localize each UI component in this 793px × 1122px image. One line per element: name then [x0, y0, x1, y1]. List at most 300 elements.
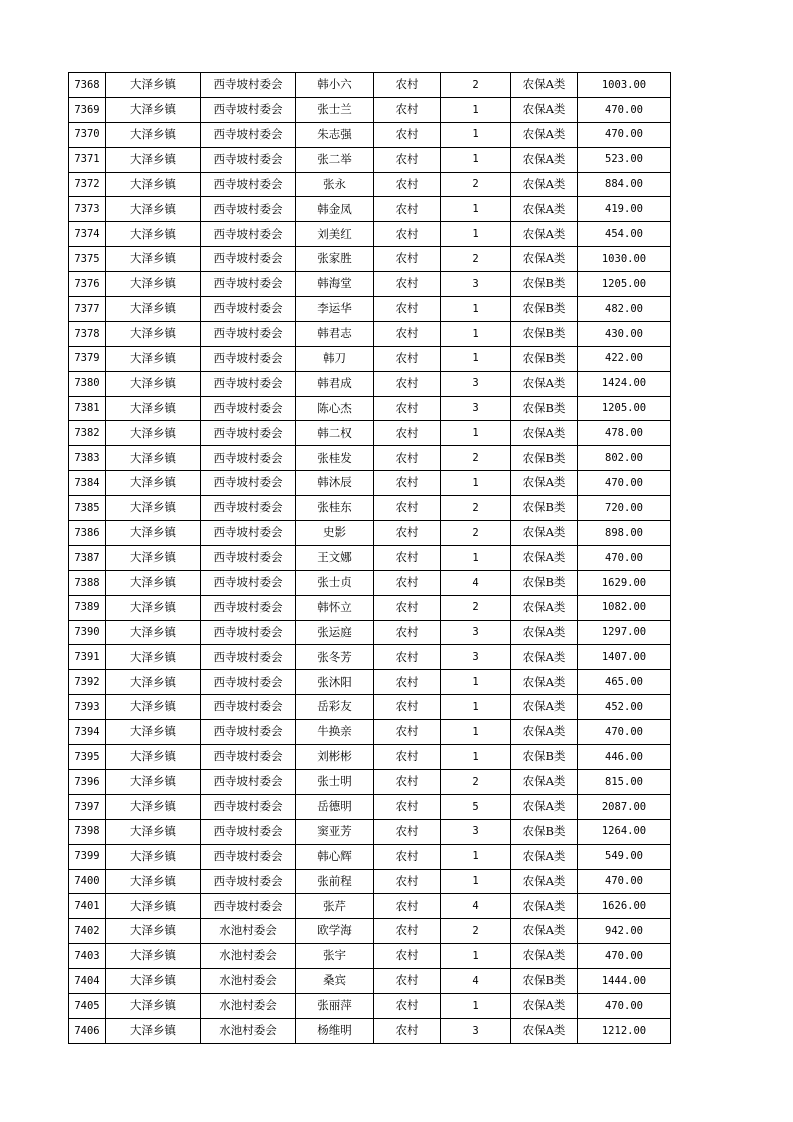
amount-cell: 802.00 — [578, 446, 671, 471]
household-type-cell: 农村 — [374, 496, 441, 521]
person-name-cell: 岳德明 — [296, 794, 374, 819]
household-type-cell: 农村 — [374, 869, 441, 894]
township-cell: 大泽乡镇 — [106, 247, 201, 272]
village-committee-cell: 水池村委会 — [201, 993, 296, 1018]
village-committee-cell: 水池村委会 — [201, 944, 296, 969]
insurance-category-cell: 农保A类 — [511, 545, 578, 570]
serial-number-cell: 7372 — [69, 172, 106, 197]
village-committee-cell: 西寺坡村委会 — [201, 147, 296, 172]
insurance-category-cell: 农保A类 — [511, 769, 578, 794]
person-name-cell: 张桂发 — [296, 446, 374, 471]
village-committee-cell: 西寺坡村委会 — [201, 545, 296, 570]
person-name-cell: 张家胜 — [296, 247, 374, 272]
table-row — [69, 695, 671, 720]
person-name-cell: 王文娜 — [296, 545, 374, 570]
table-row — [69, 794, 671, 819]
township-cell: 大泽乡镇 — [106, 695, 201, 720]
serial-number-cell: 7405 — [69, 993, 106, 1018]
township-cell: 大泽乡镇 — [106, 869, 201, 894]
serial-number-cell: 7388 — [69, 570, 106, 595]
household-type-cell: 农村 — [374, 172, 441, 197]
person-name-cell: 史影 — [296, 521, 374, 546]
person-name-cell: 张冬芳 — [296, 645, 374, 670]
insurance-category-cell: 农保A类 — [511, 421, 578, 446]
insurance-category-cell: 农保A类 — [511, 97, 578, 122]
amount-cell: 549.00 — [578, 844, 671, 869]
serial-number-cell: 7396 — [69, 769, 106, 794]
amount-cell: 430.00 — [578, 321, 671, 346]
person-name-cell: 张永 — [296, 172, 374, 197]
township-cell: 大泽乡镇 — [106, 371, 201, 396]
table-row — [69, 521, 671, 546]
amount-cell: 1424.00 — [578, 371, 671, 396]
insurance-category-cell: 农保B类 — [511, 570, 578, 595]
family-size-cell: 1 — [441, 695, 511, 720]
table-row — [69, 321, 671, 346]
person-name-cell: 刘美红 — [296, 222, 374, 247]
insurance-category-cell: 农保A类 — [511, 869, 578, 894]
serial-number-cell: 7368 — [69, 73, 106, 98]
village-committee-cell: 西寺坡村委会 — [201, 620, 296, 645]
family-size-cell: 2 — [441, 521, 511, 546]
serial-number-cell: 7402 — [69, 919, 106, 944]
village-committee-cell: 水池村委会 — [201, 919, 296, 944]
household-type-cell: 农村 — [374, 321, 441, 346]
township-cell: 大泽乡镇 — [106, 769, 201, 794]
village-committee-cell: 西寺坡村委会 — [201, 297, 296, 322]
household-type-cell: 农村 — [374, 272, 441, 297]
amount-cell: 1297.00 — [578, 620, 671, 645]
township-cell: 大泽乡镇 — [106, 993, 201, 1018]
insurance-category-cell: 农保A类 — [511, 620, 578, 645]
township-cell: 大泽乡镇 — [106, 446, 201, 471]
serial-number-cell: 7371 — [69, 147, 106, 172]
person-name-cell: 韩海堂 — [296, 272, 374, 297]
serial-number-cell: 7389 — [69, 595, 106, 620]
insurance-category-cell: 农保A类 — [511, 993, 578, 1018]
amount-cell: 465.00 — [578, 670, 671, 695]
serial-number-cell: 7386 — [69, 521, 106, 546]
village-committee-cell: 西寺坡村委会 — [201, 769, 296, 794]
person-name-cell: 窦亚芳 — [296, 819, 374, 844]
table-row — [69, 894, 671, 919]
township-cell: 大泽乡镇 — [106, 844, 201, 869]
household-type-cell: 农村 — [374, 645, 441, 670]
township-cell: 大泽乡镇 — [106, 645, 201, 670]
table-row — [69, 346, 671, 371]
household-type-cell: 农村 — [374, 247, 441, 272]
township-cell: 大泽乡镇 — [106, 222, 201, 247]
insurance-category-cell: 农保A类 — [511, 147, 578, 172]
village-committee-cell: 西寺坡村委会 — [201, 819, 296, 844]
township-cell: 大泽乡镇 — [106, 969, 201, 994]
table-row — [69, 869, 671, 894]
amount-cell: 470.00 — [578, 720, 671, 745]
household-type-cell: 农村 — [374, 122, 441, 147]
amount-cell: 884.00 — [578, 172, 671, 197]
table-row — [69, 819, 671, 844]
person-name-cell: 牛换亲 — [296, 720, 374, 745]
village-committee-cell: 西寺坡村委会 — [201, 197, 296, 222]
amount-cell: 1082.00 — [578, 595, 671, 620]
family-size-cell: 1 — [441, 745, 511, 770]
amount-cell: 419.00 — [578, 197, 671, 222]
household-type-cell: 农村 — [374, 894, 441, 919]
insurance-category-cell: 农保A类 — [511, 73, 578, 98]
person-name-cell: 张运庭 — [296, 620, 374, 645]
amount-cell: 1030.00 — [578, 247, 671, 272]
village-committee-cell: 西寺坡村委会 — [201, 222, 296, 247]
person-name-cell: 张士贞 — [296, 570, 374, 595]
person-name-cell: 韩二权 — [296, 421, 374, 446]
serial-number-cell: 7383 — [69, 446, 106, 471]
village-committee-cell: 西寺坡村委会 — [201, 844, 296, 869]
family-size-cell: 3 — [441, 620, 511, 645]
village-committee-cell: 西寺坡村委会 — [201, 570, 296, 595]
village-committee-cell: 西寺坡村委会 — [201, 172, 296, 197]
insurance-category-cell: 农保B类 — [511, 969, 578, 994]
serial-number-cell: 7369 — [69, 97, 106, 122]
household-type-cell: 农村 — [374, 521, 441, 546]
person-name-cell: 韩怀立 — [296, 595, 374, 620]
amount-cell: 1444.00 — [578, 969, 671, 994]
family-size-cell: 2 — [441, 446, 511, 471]
serial-number-cell: 7375 — [69, 247, 106, 272]
household-type-cell: 农村 — [374, 695, 441, 720]
insurance-category-cell: 农保A类 — [511, 471, 578, 496]
household-type-cell: 农村 — [374, 73, 441, 98]
village-committee-cell: 水池村委会 — [201, 969, 296, 994]
township-cell: 大泽乡镇 — [106, 720, 201, 745]
serial-number-cell: 7373 — [69, 197, 106, 222]
family-size-cell: 3 — [441, 819, 511, 844]
serial-number-cell: 7403 — [69, 944, 106, 969]
person-name-cell: 杨维明 — [296, 1018, 374, 1043]
table-row — [69, 993, 671, 1018]
serial-number-cell: 7370 — [69, 122, 106, 147]
serial-number-cell: 7399 — [69, 844, 106, 869]
insurance-category-cell: 农保A类 — [511, 794, 578, 819]
table-row — [69, 670, 671, 695]
household-type-cell: 农村 — [374, 993, 441, 1018]
household-type-cell: 农村 — [374, 197, 441, 222]
township-cell: 大泽乡镇 — [106, 297, 201, 322]
amount-cell: 470.00 — [578, 471, 671, 496]
amount-cell: 470.00 — [578, 122, 671, 147]
household-type-cell: 农村 — [374, 471, 441, 496]
insurance-category-cell: 农保A类 — [511, 197, 578, 222]
township-cell: 大泽乡镇 — [106, 122, 201, 147]
family-size-cell: 4 — [441, 570, 511, 595]
insurance-category-cell: 农保A类 — [511, 844, 578, 869]
family-size-cell: 3 — [441, 645, 511, 670]
family-size-cell: 2 — [441, 172, 511, 197]
insurance-category-cell: 农保A类 — [511, 670, 578, 695]
table-row — [69, 745, 671, 770]
table-row — [69, 247, 671, 272]
serial-number-cell: 7382 — [69, 421, 106, 446]
amount-cell: 1003.00 — [578, 73, 671, 98]
table-row — [69, 371, 671, 396]
family-size-cell: 4 — [441, 894, 511, 919]
family-size-cell: 1 — [441, 720, 511, 745]
table-row — [69, 197, 671, 222]
serial-number-cell: 7395 — [69, 745, 106, 770]
family-size-cell: 1 — [441, 471, 511, 496]
amount-cell: 446.00 — [578, 745, 671, 770]
serial-number-cell: 7398 — [69, 819, 106, 844]
village-committee-cell: 西寺坡村委会 — [201, 645, 296, 670]
household-type-cell: 农村 — [374, 371, 441, 396]
household-type-cell: 农村 — [374, 745, 441, 770]
roster-table — [68, 72, 671, 1044]
township-cell: 大泽乡镇 — [106, 570, 201, 595]
family-size-cell: 1 — [441, 545, 511, 570]
table-row — [69, 97, 671, 122]
amount-cell: 470.00 — [578, 97, 671, 122]
family-size-cell: 1 — [441, 197, 511, 222]
family-size-cell: 4 — [441, 969, 511, 994]
township-cell: 大泽乡镇 — [106, 73, 201, 98]
township-cell: 大泽乡镇 — [106, 346, 201, 371]
serial-number-cell: 7400 — [69, 869, 106, 894]
township-cell: 大泽乡镇 — [106, 197, 201, 222]
township-cell: 大泽乡镇 — [106, 1018, 201, 1043]
serial-number-cell: 7393 — [69, 695, 106, 720]
insurance-category-cell: 农保A类 — [511, 222, 578, 247]
serial-number-cell: 7391 — [69, 645, 106, 670]
family-size-cell: 1 — [441, 993, 511, 1018]
insurance-category-cell: 农保A类 — [511, 645, 578, 670]
family-size-cell: 3 — [441, 396, 511, 421]
table-row — [69, 944, 671, 969]
township-cell: 大泽乡镇 — [106, 545, 201, 570]
table-row — [69, 969, 671, 994]
serial-number-cell: 7406 — [69, 1018, 106, 1043]
village-committee-cell: 西寺坡村委会 — [201, 421, 296, 446]
person-name-cell: 张士明 — [296, 769, 374, 794]
household-type-cell: 农村 — [374, 794, 441, 819]
amount-cell: 470.00 — [578, 869, 671, 894]
insurance-category-cell: 农保B类 — [511, 745, 578, 770]
amount-cell: 470.00 — [578, 993, 671, 1018]
family-size-cell: 2 — [441, 769, 511, 794]
village-committee-cell: 西寺坡村委会 — [201, 794, 296, 819]
household-type-cell: 农村 — [374, 346, 441, 371]
table-row — [69, 471, 671, 496]
amount-cell: 1205.00 — [578, 396, 671, 421]
table-row — [69, 595, 671, 620]
family-size-cell: 1 — [441, 297, 511, 322]
household-type-cell: 农村 — [374, 222, 441, 247]
amount-cell: 470.00 — [578, 944, 671, 969]
family-size-cell: 3 — [441, 272, 511, 297]
township-cell: 大泽乡镇 — [106, 670, 201, 695]
table-row — [69, 73, 671, 98]
township-cell: 大泽乡镇 — [106, 396, 201, 421]
family-size-cell: 3 — [441, 1018, 511, 1043]
person-name-cell: 欧学海 — [296, 919, 374, 944]
table-row — [69, 122, 671, 147]
insurance-category-cell: 农保A类 — [511, 944, 578, 969]
table-row — [69, 919, 671, 944]
table-row — [69, 272, 671, 297]
table-row — [69, 545, 671, 570]
village-committee-cell: 西寺坡村委会 — [201, 97, 296, 122]
person-name-cell: 张沐阳 — [296, 670, 374, 695]
table-row — [69, 396, 671, 421]
person-name-cell: 张二举 — [296, 147, 374, 172]
amount-cell: 478.00 — [578, 421, 671, 446]
household-type-cell: 农村 — [374, 446, 441, 471]
township-cell: 大泽乡镇 — [106, 172, 201, 197]
village-committee-cell: 西寺坡村委会 — [201, 869, 296, 894]
family-size-cell: 1 — [441, 222, 511, 247]
township-cell: 大泽乡镇 — [106, 595, 201, 620]
person-name-cell: 张士兰 — [296, 97, 374, 122]
table-row — [69, 570, 671, 595]
serial-number-cell: 7379 — [69, 346, 106, 371]
person-name-cell: 李运华 — [296, 297, 374, 322]
family-size-cell: 1 — [441, 421, 511, 446]
family-size-cell: 1 — [441, 97, 511, 122]
amount-cell: 1629.00 — [578, 570, 671, 595]
village-committee-cell: 西寺坡村委会 — [201, 272, 296, 297]
table-row — [69, 1018, 671, 1043]
person-name-cell: 张芹 — [296, 894, 374, 919]
family-size-cell: 1 — [441, 122, 511, 147]
person-name-cell: 陈心杰 — [296, 396, 374, 421]
village-committee-cell: 西寺坡村委会 — [201, 371, 296, 396]
insurance-category-cell: 农保A类 — [511, 595, 578, 620]
insurance-category-cell: 农保A类 — [511, 894, 578, 919]
person-name-cell: 刘彬彬 — [296, 745, 374, 770]
amount-cell: 1264.00 — [578, 819, 671, 844]
family-size-cell: 1 — [441, 869, 511, 894]
insurance-category-cell: 农保B类 — [511, 496, 578, 521]
family-size-cell: 2 — [441, 595, 511, 620]
township-cell: 大泽乡镇 — [106, 471, 201, 496]
township-cell: 大泽乡镇 — [106, 97, 201, 122]
insurance-category-cell: 农保B类 — [511, 272, 578, 297]
table-row — [69, 844, 671, 869]
serial-number-cell: 7374 — [69, 222, 106, 247]
township-cell: 大泽乡镇 — [106, 272, 201, 297]
village-committee-cell: 西寺坡村委会 — [201, 595, 296, 620]
table-row — [69, 297, 671, 322]
serial-number-cell: 7384 — [69, 471, 106, 496]
serial-number-cell: 7387 — [69, 545, 106, 570]
household-type-cell: 农村 — [374, 570, 441, 595]
household-type-cell: 农村 — [374, 545, 441, 570]
serial-number-cell: 7385 — [69, 496, 106, 521]
insurance-category-cell: 农保B类 — [511, 446, 578, 471]
serial-number-cell: 7394 — [69, 720, 106, 745]
table-row — [69, 496, 671, 521]
township-cell: 大泽乡镇 — [106, 894, 201, 919]
household-type-cell: 农村 — [374, 919, 441, 944]
township-cell: 大泽乡镇 — [106, 620, 201, 645]
serial-number-cell: 7397 — [69, 794, 106, 819]
township-cell: 大泽乡镇 — [106, 321, 201, 346]
township-cell: 大泽乡镇 — [106, 147, 201, 172]
household-type-cell: 农村 — [374, 670, 441, 695]
household-type-cell: 农村 — [374, 819, 441, 844]
household-type-cell: 农村 — [374, 595, 441, 620]
insurance-category-cell: 农保B类 — [511, 297, 578, 322]
township-cell: 大泽乡镇 — [106, 794, 201, 819]
amount-cell: 2087.00 — [578, 794, 671, 819]
household-type-cell: 农村 — [374, 844, 441, 869]
village-committee-cell: 西寺坡村委会 — [201, 346, 296, 371]
insurance-category-cell: 农保A类 — [511, 1018, 578, 1043]
table-row — [69, 147, 671, 172]
village-committee-cell: 西寺坡村委会 — [201, 720, 296, 745]
person-name-cell: 韩金凤 — [296, 197, 374, 222]
amount-cell: 815.00 — [578, 769, 671, 794]
village-committee-cell: 西寺坡村委会 — [201, 471, 296, 496]
table-row — [69, 720, 671, 745]
serial-number-cell: 7377 — [69, 297, 106, 322]
village-committee-cell: 西寺坡村委会 — [201, 446, 296, 471]
insurance-category-cell: 农保A类 — [511, 122, 578, 147]
family-size-cell: 2 — [441, 247, 511, 272]
table-row — [69, 172, 671, 197]
family-size-cell: 1 — [441, 944, 511, 969]
person-name-cell: 朱志强 — [296, 122, 374, 147]
amount-cell: 720.00 — [578, 496, 671, 521]
family-size-cell: 3 — [441, 371, 511, 396]
household-type-cell: 农村 — [374, 421, 441, 446]
household-type-cell: 农村 — [374, 297, 441, 322]
insurance-category-cell: 农保A类 — [511, 919, 578, 944]
village-committee-cell: 西寺坡村委会 — [201, 496, 296, 521]
township-cell: 大泽乡镇 — [106, 521, 201, 546]
village-committee-cell: 西寺坡村委会 — [201, 670, 296, 695]
person-name-cell: 韩沐辰 — [296, 471, 374, 496]
person-name-cell: 韩小六 — [296, 73, 374, 98]
serial-number-cell: 7404 — [69, 969, 106, 994]
person-name-cell: 韩君成 — [296, 371, 374, 396]
person-name-cell: 张前程 — [296, 869, 374, 894]
table-row — [69, 769, 671, 794]
table-row — [69, 620, 671, 645]
table-row — [69, 645, 671, 670]
insurance-category-cell: 农保B类 — [511, 819, 578, 844]
insurance-category-cell: 农保B类 — [511, 321, 578, 346]
insurance-category-cell: 农保B类 — [511, 396, 578, 421]
household-type-cell: 农村 — [374, 969, 441, 994]
household-type-cell: 农村 — [374, 769, 441, 794]
household-type-cell: 农村 — [374, 1018, 441, 1043]
serial-number-cell: 7380 — [69, 371, 106, 396]
household-type-cell: 农村 — [374, 97, 441, 122]
insurance-category-cell: 农保A类 — [511, 695, 578, 720]
township-cell: 大泽乡镇 — [106, 944, 201, 969]
township-cell: 大泽乡镇 — [106, 421, 201, 446]
person-name-cell: 张宇 — [296, 944, 374, 969]
insurance-category-cell: 农保A类 — [511, 247, 578, 272]
village-committee-cell: 西寺坡村委会 — [201, 247, 296, 272]
serial-number-cell: 7401 — [69, 894, 106, 919]
roster-body — [69, 73, 671, 1044]
amount-cell: 1407.00 — [578, 645, 671, 670]
township-cell: 大泽乡镇 — [106, 819, 201, 844]
household-type-cell: 农村 — [374, 944, 441, 969]
person-name-cell: 岳彩友 — [296, 695, 374, 720]
amount-cell: 470.00 — [578, 545, 671, 570]
family-size-cell: 2 — [441, 496, 511, 521]
